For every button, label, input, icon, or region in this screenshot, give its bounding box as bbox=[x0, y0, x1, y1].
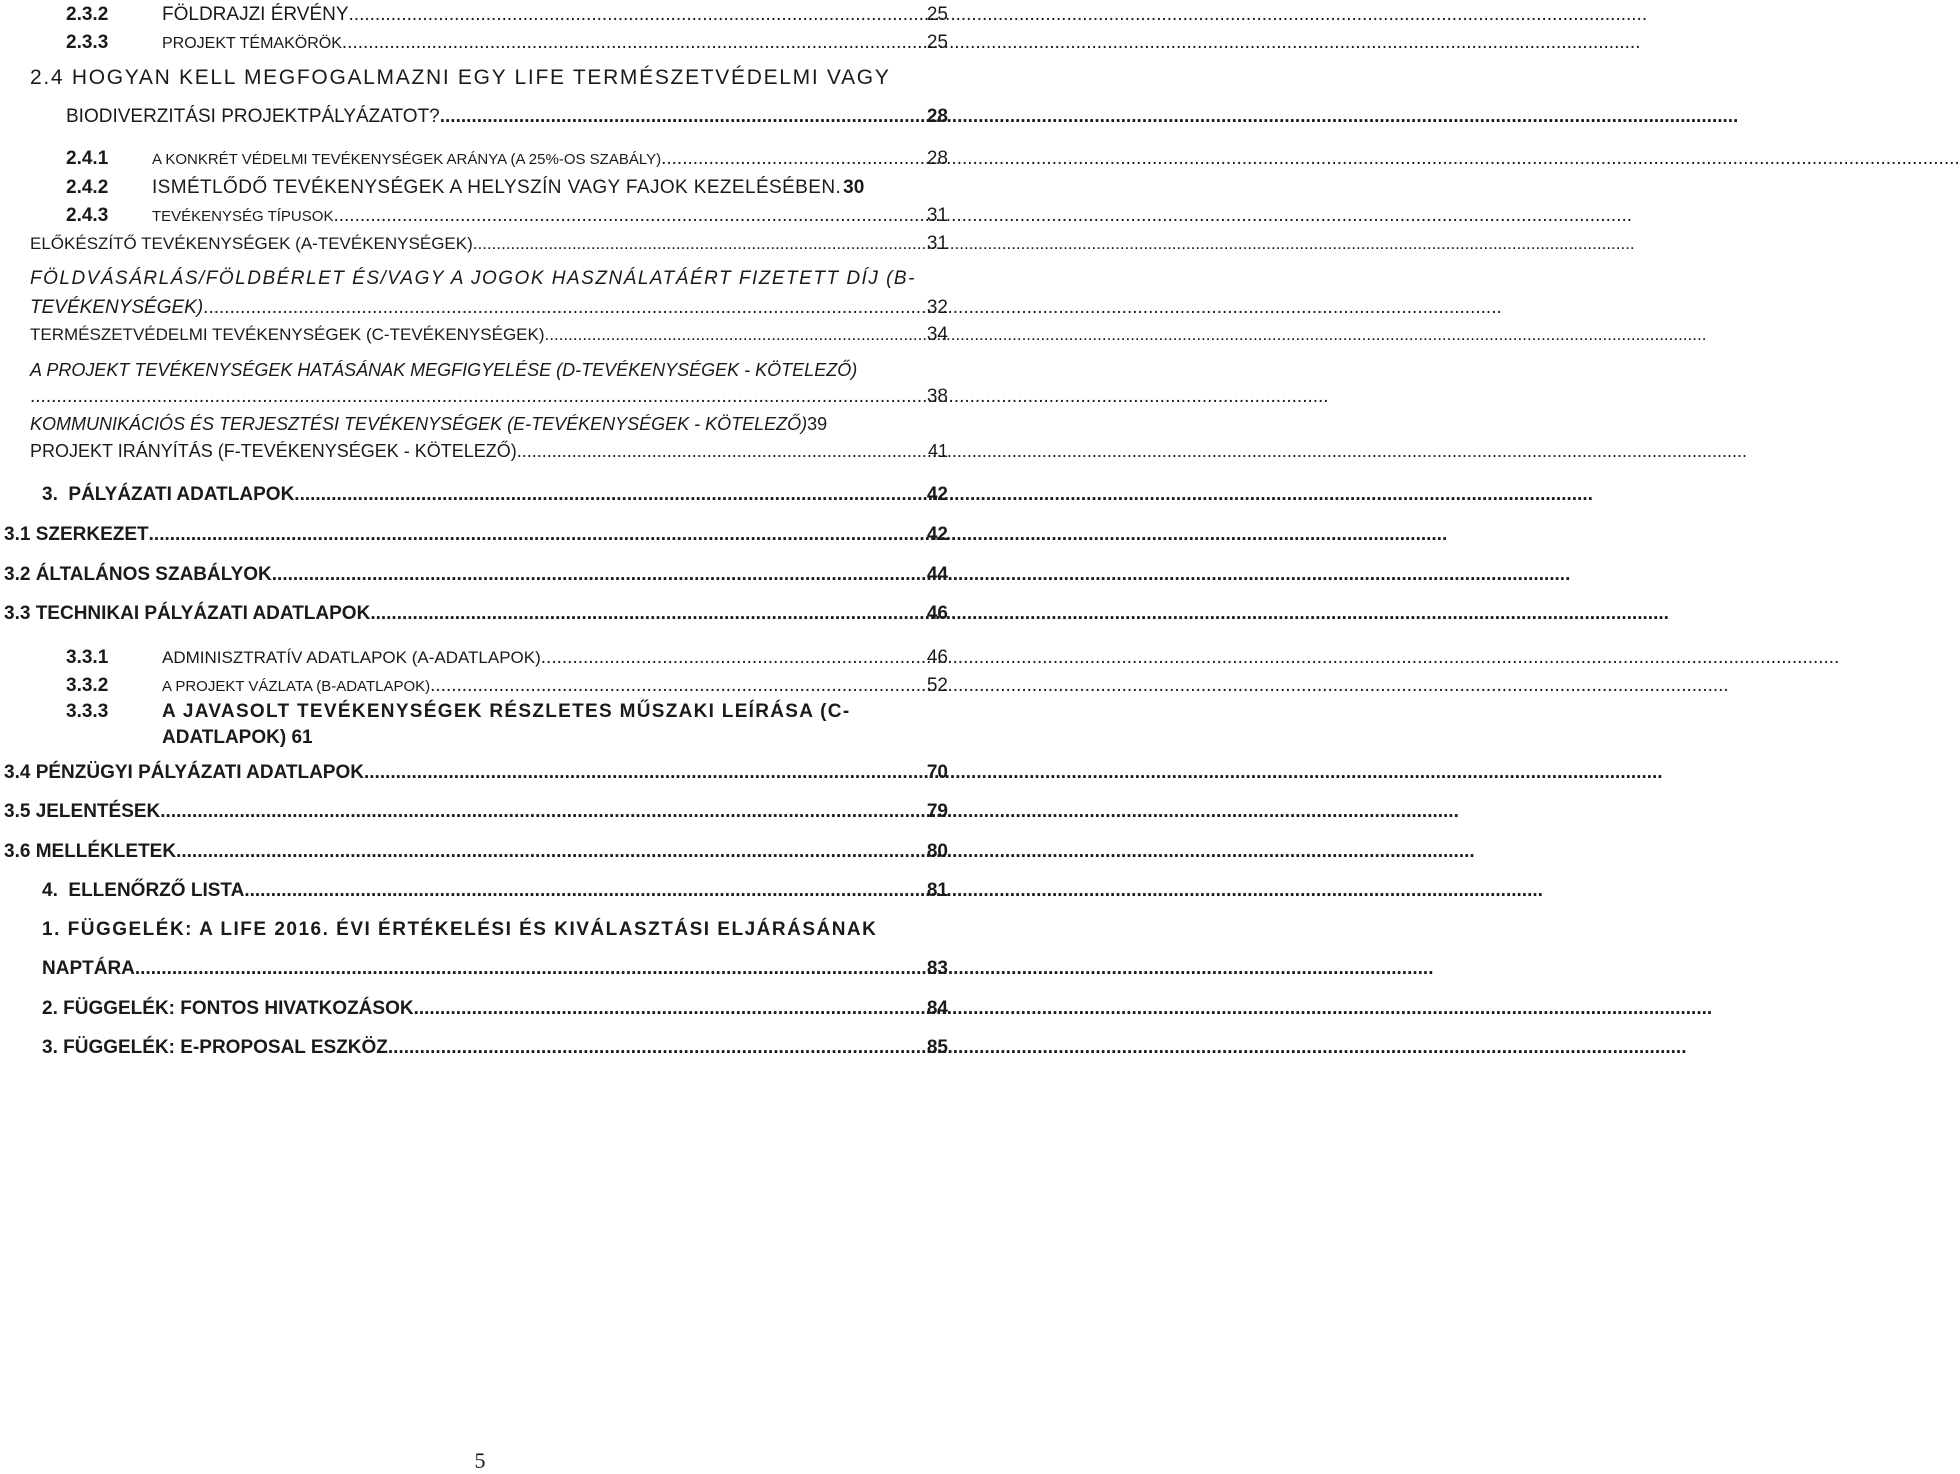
entry-title-line2: ADATLAPOK) 61 bbox=[162, 727, 313, 748]
dot-leader bbox=[160, 801, 925, 823]
entry-title: KOMMUNIKÁCIÓS ÉS TERJESZTÉSI TEVÉKENYSÉGEK (E-TEVÉKENYSÉGEK - KÖTELEZŐ) bbox=[30, 414, 808, 434]
dot-leader bbox=[661, 148, 925, 170]
toc-entry-appendix-3[interactable] bbox=[42, 1037, 948, 1059]
entry-title: ISMÉTLŐDŐ TEVÉKENYSÉGEK A HELYSZÍN VAGY FAJOK KEZELÉSÉBEN. bbox=[152, 177, 842, 198]
entry-number: 2.3.2 bbox=[66, 4, 109, 25]
entry-page: 83 bbox=[926, 958, 948, 979]
entry-page: 32 bbox=[926, 297, 948, 318]
entry-page: 85 bbox=[926, 1037, 948, 1058]
toc-entry-3-4[interactable] bbox=[4, 762, 948, 784]
toc-entry-e-activities[interactable] bbox=[30, 414, 948, 435]
entry-page: 70 bbox=[926, 762, 948, 783]
toc-entry-2-4-3[interactable] bbox=[66, 205, 948, 227]
entry-page: 42 bbox=[926, 484, 948, 505]
entry-page: 34 bbox=[926, 324, 948, 345]
toc-entry-3-1[interactable] bbox=[4, 524, 948, 546]
dot-leader bbox=[272, 564, 925, 586]
entry-page: 81 bbox=[926, 880, 948, 901]
toc-entry-3-3-2[interactable] bbox=[66, 675, 948, 697]
entry-number: 2.4.3 bbox=[66, 205, 109, 226]
toc-entry-3-3-1[interactable] bbox=[66, 647, 948, 669]
entry-page: 28 bbox=[926, 148, 948, 169]
entry-page: 41 bbox=[927, 441, 948, 461]
entry-number: 2.4.2 bbox=[66, 177, 109, 198]
dot-leader bbox=[342, 32, 925, 54]
dot-leader bbox=[30, 386, 925, 408]
entry-page: 25 bbox=[926, 4, 948, 25]
toc-entry-f-activities[interactable] bbox=[30, 441, 948, 462]
entry-page: 52 bbox=[926, 675, 948, 696]
page-number: 5 bbox=[474, 1448, 486, 1473]
entry-page: 42 bbox=[926, 524, 948, 545]
entry-number: 3.3.2 bbox=[66, 675, 109, 696]
toc-entry-a-activities[interactable] bbox=[30, 233, 948, 255]
dot-leader bbox=[364, 762, 925, 784]
entry-number: 3.3.3 bbox=[66, 701, 109, 722]
entry-title-line1: 2.4 HOGYAN KELL MEGFOGALMAZNI EGY LIFE TERMÉSZETVÉDELMI VAGY bbox=[30, 66, 891, 89]
entry-title: 2. FÜGGELÉK: FONTOS HIVATKOZÁSOK bbox=[42, 998, 414, 1019]
toc-entry-3-3[interactable] bbox=[4, 603, 948, 625]
entry-title: TEVÉKENYSÉG TÍPUSOK bbox=[152, 208, 334, 225]
dot-leader bbox=[440, 106, 925, 128]
entry-title: TERMÉSZETVÉDELMI TEVÉKENYSÉGEK (C-TEVÉKENYSÉGEK) bbox=[30, 325, 545, 344]
dot-leader bbox=[430, 675, 925, 697]
toc-entry-3-5[interactable] bbox=[4, 801, 948, 823]
entry-number: 3.3.1 bbox=[66, 647, 109, 668]
entry-title-line1: A JAVASOLT TEVÉKENYSÉGEK RÉSZLETES MŰSZAKI LEÍRÁSA (C- bbox=[162, 701, 851, 722]
entry-page: 30 bbox=[843, 177, 865, 198]
entry-title: ADMINISZTRATÍV ADATLAPOK (A-ADATLAPOK) bbox=[162, 648, 541, 667]
dot-leader bbox=[545, 325, 925, 345]
dot-leader bbox=[333, 205, 924, 227]
entry-page: 80 bbox=[926, 841, 948, 862]
toc-entry-4[interactable] bbox=[42, 880, 948, 902]
entry-title: A KONKRÉT VÉDELMI TEVÉKENYSÉGEK ARÁNYA (A 25%-OS SZABÁLY) bbox=[152, 151, 662, 168]
dot-leader bbox=[176, 841, 925, 863]
entry-title: A PROJEKT VÁZLATA (B-ADATLAPOK) bbox=[162, 678, 431, 695]
entry-page: 44 bbox=[926, 564, 948, 585]
entry-title: 3. PÁLYÁZATI ADATLAPOK bbox=[42, 484, 295, 505]
toc-entry-3-6[interactable] bbox=[4, 841, 948, 863]
toc-entry-3-3-3-line2[interactable] bbox=[162, 727, 948, 749]
toc-entry-b-activities-line1[interactable] bbox=[30, 268, 948, 290]
entry-title: PROJEKT TÉMAKÖRÖK bbox=[162, 35, 342, 52]
toc-entry-2-3-2[interactable] bbox=[66, 4, 948, 26]
dot-leader bbox=[370, 603, 925, 625]
entry-title: 3.4 PÉNZÜGYI PÁLYÁZATI ADATLAPOK bbox=[4, 762, 364, 783]
entry-page: 46 bbox=[926, 603, 948, 624]
entry-title: 3.2 ÁLTALÁNOS SZABÁLYOK bbox=[4, 564, 272, 585]
entry-title: 3.1 SZERKEZET bbox=[4, 524, 149, 545]
dot-leader bbox=[517, 441, 926, 462]
entry-title: 3.6 MELLÉKLETEK bbox=[4, 841, 177, 862]
entry-page: 38 bbox=[926, 386, 948, 407]
toc-entry-c-activities[interactable] bbox=[30, 324, 948, 346]
entry-page: 31 bbox=[926, 233, 948, 254]
toc-entry-3-2[interactable] bbox=[4, 564, 948, 586]
toc-entry-3-3-3-line1[interactable] bbox=[66, 701, 956, 723]
entry-title: 3.3 TECHNIKAI PÁLYÁZATI ADATLAPOK bbox=[4, 603, 371, 624]
entry-page: 79 bbox=[926, 801, 948, 822]
entry-page: 39 bbox=[807, 414, 828, 434]
toc-entry-d-activities-line1[interactable] bbox=[30, 360, 948, 381]
entry-title-line1: 1. FÜGGELÉK: A LIFE 2016. ÉVI ÉRTÉKELÉSI ÉS KIVÁLASZTÁSI ELJÁRÁSÁNAK bbox=[42, 919, 878, 940]
entry-title: FÖLDRAJZI ÉRVÉNY bbox=[162, 4, 349, 25]
toc-entry-2-4-line2[interactable] bbox=[66, 106, 948, 128]
dot-leader bbox=[349, 4, 925, 26]
toc-entry-appendix-2[interactable] bbox=[42, 998, 948, 1020]
entry-page: 31 bbox=[926, 205, 948, 226]
entry-title: 3. FÜGGELÉK: E-PROPOSAL ESZKÖZ bbox=[42, 1037, 388, 1058]
entry-title: ELŐKÉSZÍTŐ TEVÉKENYSÉGEK (A-TEVÉKENYSÉGEK) bbox=[30, 234, 473, 253]
dot-leader bbox=[294, 484, 925, 506]
toc-entry-appendix-1-line1[interactable] bbox=[42, 919, 948, 941]
dot-leader bbox=[473, 234, 925, 254]
toc-entry-appendix-1-line2[interactable] bbox=[42, 958, 948, 980]
dot-leader bbox=[135, 958, 925, 980]
entry-title-line1: FÖLDVÁSÁRLÁS/FÖLDBÉRLET ÉS/VAGY A JOGOK HASZNÁLATÁÉRT FIZETETT DÍJ (B- bbox=[30, 268, 916, 289]
entry-title-line2: NAPTÁRA bbox=[42, 958, 135, 979]
entry-number: 2.3.3 bbox=[66, 32, 109, 53]
toc-entry-2-4-line1[interactable] bbox=[30, 66, 948, 90]
entry-page: 46 bbox=[926, 647, 948, 668]
toc-entry-3[interactable] bbox=[42, 484, 948, 506]
toc-entry-d-activities-line2[interactable] bbox=[30, 386, 948, 408]
dot-leader bbox=[414, 998, 925, 1020]
entry-title-line2: BIODIVERZITÁSI PROJEKTPÁLYÁZATOT? bbox=[66, 106, 440, 127]
entry-page: 84 bbox=[926, 998, 948, 1019]
entry-number: 2.4.1 bbox=[66, 148, 109, 169]
dot-leader bbox=[244, 880, 925, 902]
entry-title-line2: TEVÉKENYSÉGEK) bbox=[30, 297, 204, 318]
entry-title: PROJEKT IRÁNYÍTÁS (F-TEVÉKENYSÉGEK - KÖTELEZŐ) bbox=[30, 441, 517, 461]
entry-title: 3.5 JELENTÉSEK bbox=[4, 801, 161, 822]
dot-leader bbox=[149, 524, 925, 546]
toc-entry-2-3-3[interactable] bbox=[66, 32, 948, 54]
toc-entry-b-activities-line2[interactable] bbox=[30, 297, 948, 319]
entry-page: 28 bbox=[926, 106, 948, 127]
entry-title: A PROJEKT TEVÉKENYSÉGEK HATÁSÁNAK MEGFIGYELÉSE (D-TEVÉKENYSÉGEK - KÖTELEZŐ) bbox=[30, 360, 858, 380]
dot-leader bbox=[541, 647, 925, 669]
entry-page: 25 bbox=[926, 32, 948, 53]
toc-entry-2-4-1[interactable] bbox=[66, 148, 948, 170]
entry-title: 4. ELLENŐRZŐ LISTA bbox=[42, 880, 245, 901]
toc-entry-2-4-2[interactable] bbox=[66, 177, 948, 199]
dot-leader bbox=[388, 1037, 925, 1059]
dot-leader bbox=[203, 297, 925, 319]
